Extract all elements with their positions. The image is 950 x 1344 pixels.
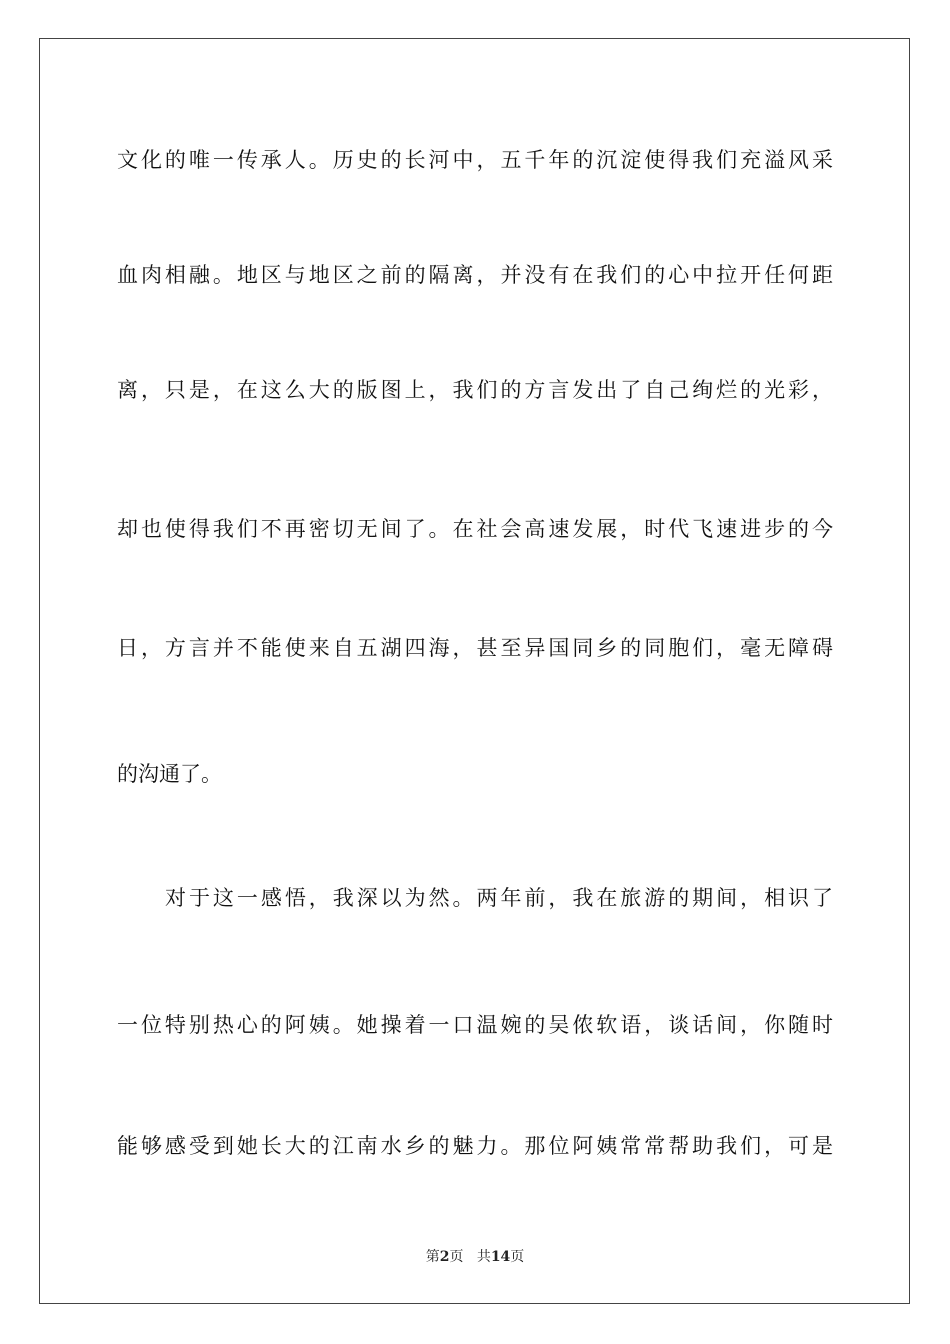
footer-total-suffix: 页 xyxy=(510,1249,525,1265)
body-text-line: 日，方言并不能使来自五湖四海，甚至异国同乡的同胞们，毫无障碍 xyxy=(117,636,833,660)
page-footer xyxy=(0,1248,950,1266)
body-text-line: 却也使得我们不再密切无间了。在社会高速发展，时代飞速进步的今 xyxy=(117,517,833,541)
body-text-line: 一位特别热心的阿姨。她操着一口温婉的吴侬软语，谈话间，你随时 xyxy=(117,1013,833,1037)
footer-total-pages: 14 xyxy=(490,1249,511,1265)
footer-page-number: 2 xyxy=(439,1249,450,1265)
footer-page-suffix: 页 xyxy=(449,1249,464,1265)
body-text-line: 离，只是，在这么大的版图上，我们的方言发出了自己绚烂的光彩， xyxy=(117,378,833,402)
footer-page-prefix: 第 xyxy=(425,1249,440,1265)
body-text-line: 文化的唯一传承人。历史的长河中，五千年的沉淀使得我们充溢风采 xyxy=(117,148,833,172)
page-border xyxy=(39,38,910,1304)
body-text-line: 血肉相融。地区与地区之前的隔离，并没有在我们的心中拉开任何距 xyxy=(117,263,833,287)
body-text-line: 的沟通了。 xyxy=(117,762,222,786)
footer-total-prefix: 共 xyxy=(476,1249,491,1265)
body-text-line: 能够感受到她长大的江南水乡的魅力。那位阿姨常常帮助我们，可是 xyxy=(117,1134,833,1158)
paragraph-first-line: 对于这一感悟，我深以为然。两年前，我在旅游的期间，相识了 xyxy=(165,886,833,910)
